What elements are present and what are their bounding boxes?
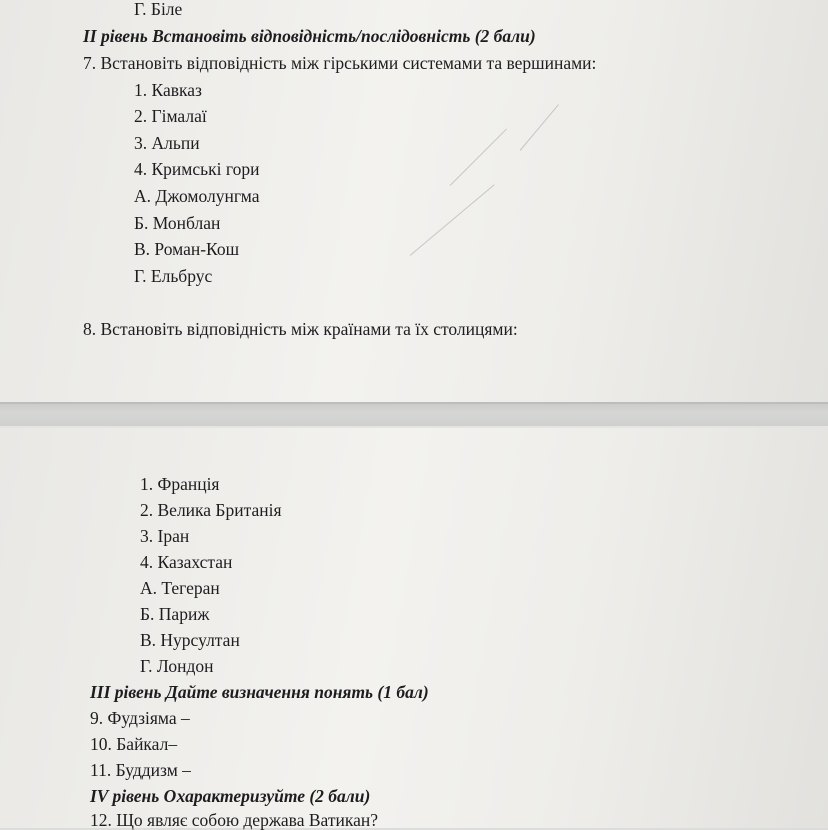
question-7: 7. Встановіть відповідність між гірськими системами та вершинами:: [83, 53, 597, 73]
list-item: А. Джомолунгма: [134, 186, 260, 206]
paper-fold: [0, 402, 828, 428]
pencil-stroke: [520, 104, 559, 151]
list-item: 3. Альпи: [134, 133, 200, 153]
list-item: 3. Іран: [140, 526, 190, 546]
list-item: Б. Париж: [140, 604, 210, 624]
list-item: 2. Гімалаї: [134, 106, 207, 126]
list-item: Б. Монблан: [134, 213, 221, 233]
question-9: 9. Фудзіяма –: [90, 708, 190, 728]
list-item: Г. Ельбрус: [134, 266, 213, 286]
level2-heading: ІІ рівень Встановіть відповідність/послідовність (2 бали): [83, 26, 536, 46]
list-item: А. Тегеран: [140, 578, 220, 598]
question-12: 12. Що являє собою держава Ватикан?: [90, 810, 378, 830]
level4-heading: IV рівень Охарактеризуйте (2 бали): [90, 786, 371, 806]
question-8: 8. Встановіть відповідність між країнами та їх столицями:: [83, 319, 518, 339]
list-item: В. Нурсултан: [140, 630, 240, 650]
list-item: 4. Казахстан: [140, 552, 233, 572]
pencil-stroke: [410, 184, 495, 255]
level3-heading: ІІІ рівень Дайте визначення понять (1 бал): [90, 682, 429, 702]
list-item: Г. Лондон: [140, 656, 214, 676]
list-item: 1. Франція: [140, 474, 220, 494]
list-item: В. Роман-Кош: [134, 239, 240, 259]
option-line: Г. Біле: [134, 0, 183, 19]
question-11: 11. Буддизм –: [90, 760, 191, 780]
list-item: 4. Кримські гори: [134, 159, 260, 179]
list-item: 1. Кавказ: [134, 80, 202, 100]
question-10: 10. Байкал–: [90, 734, 178, 754]
pencil-stroke: [450, 129, 507, 186]
list-item: 2. Велика Британія: [140, 500, 282, 520]
